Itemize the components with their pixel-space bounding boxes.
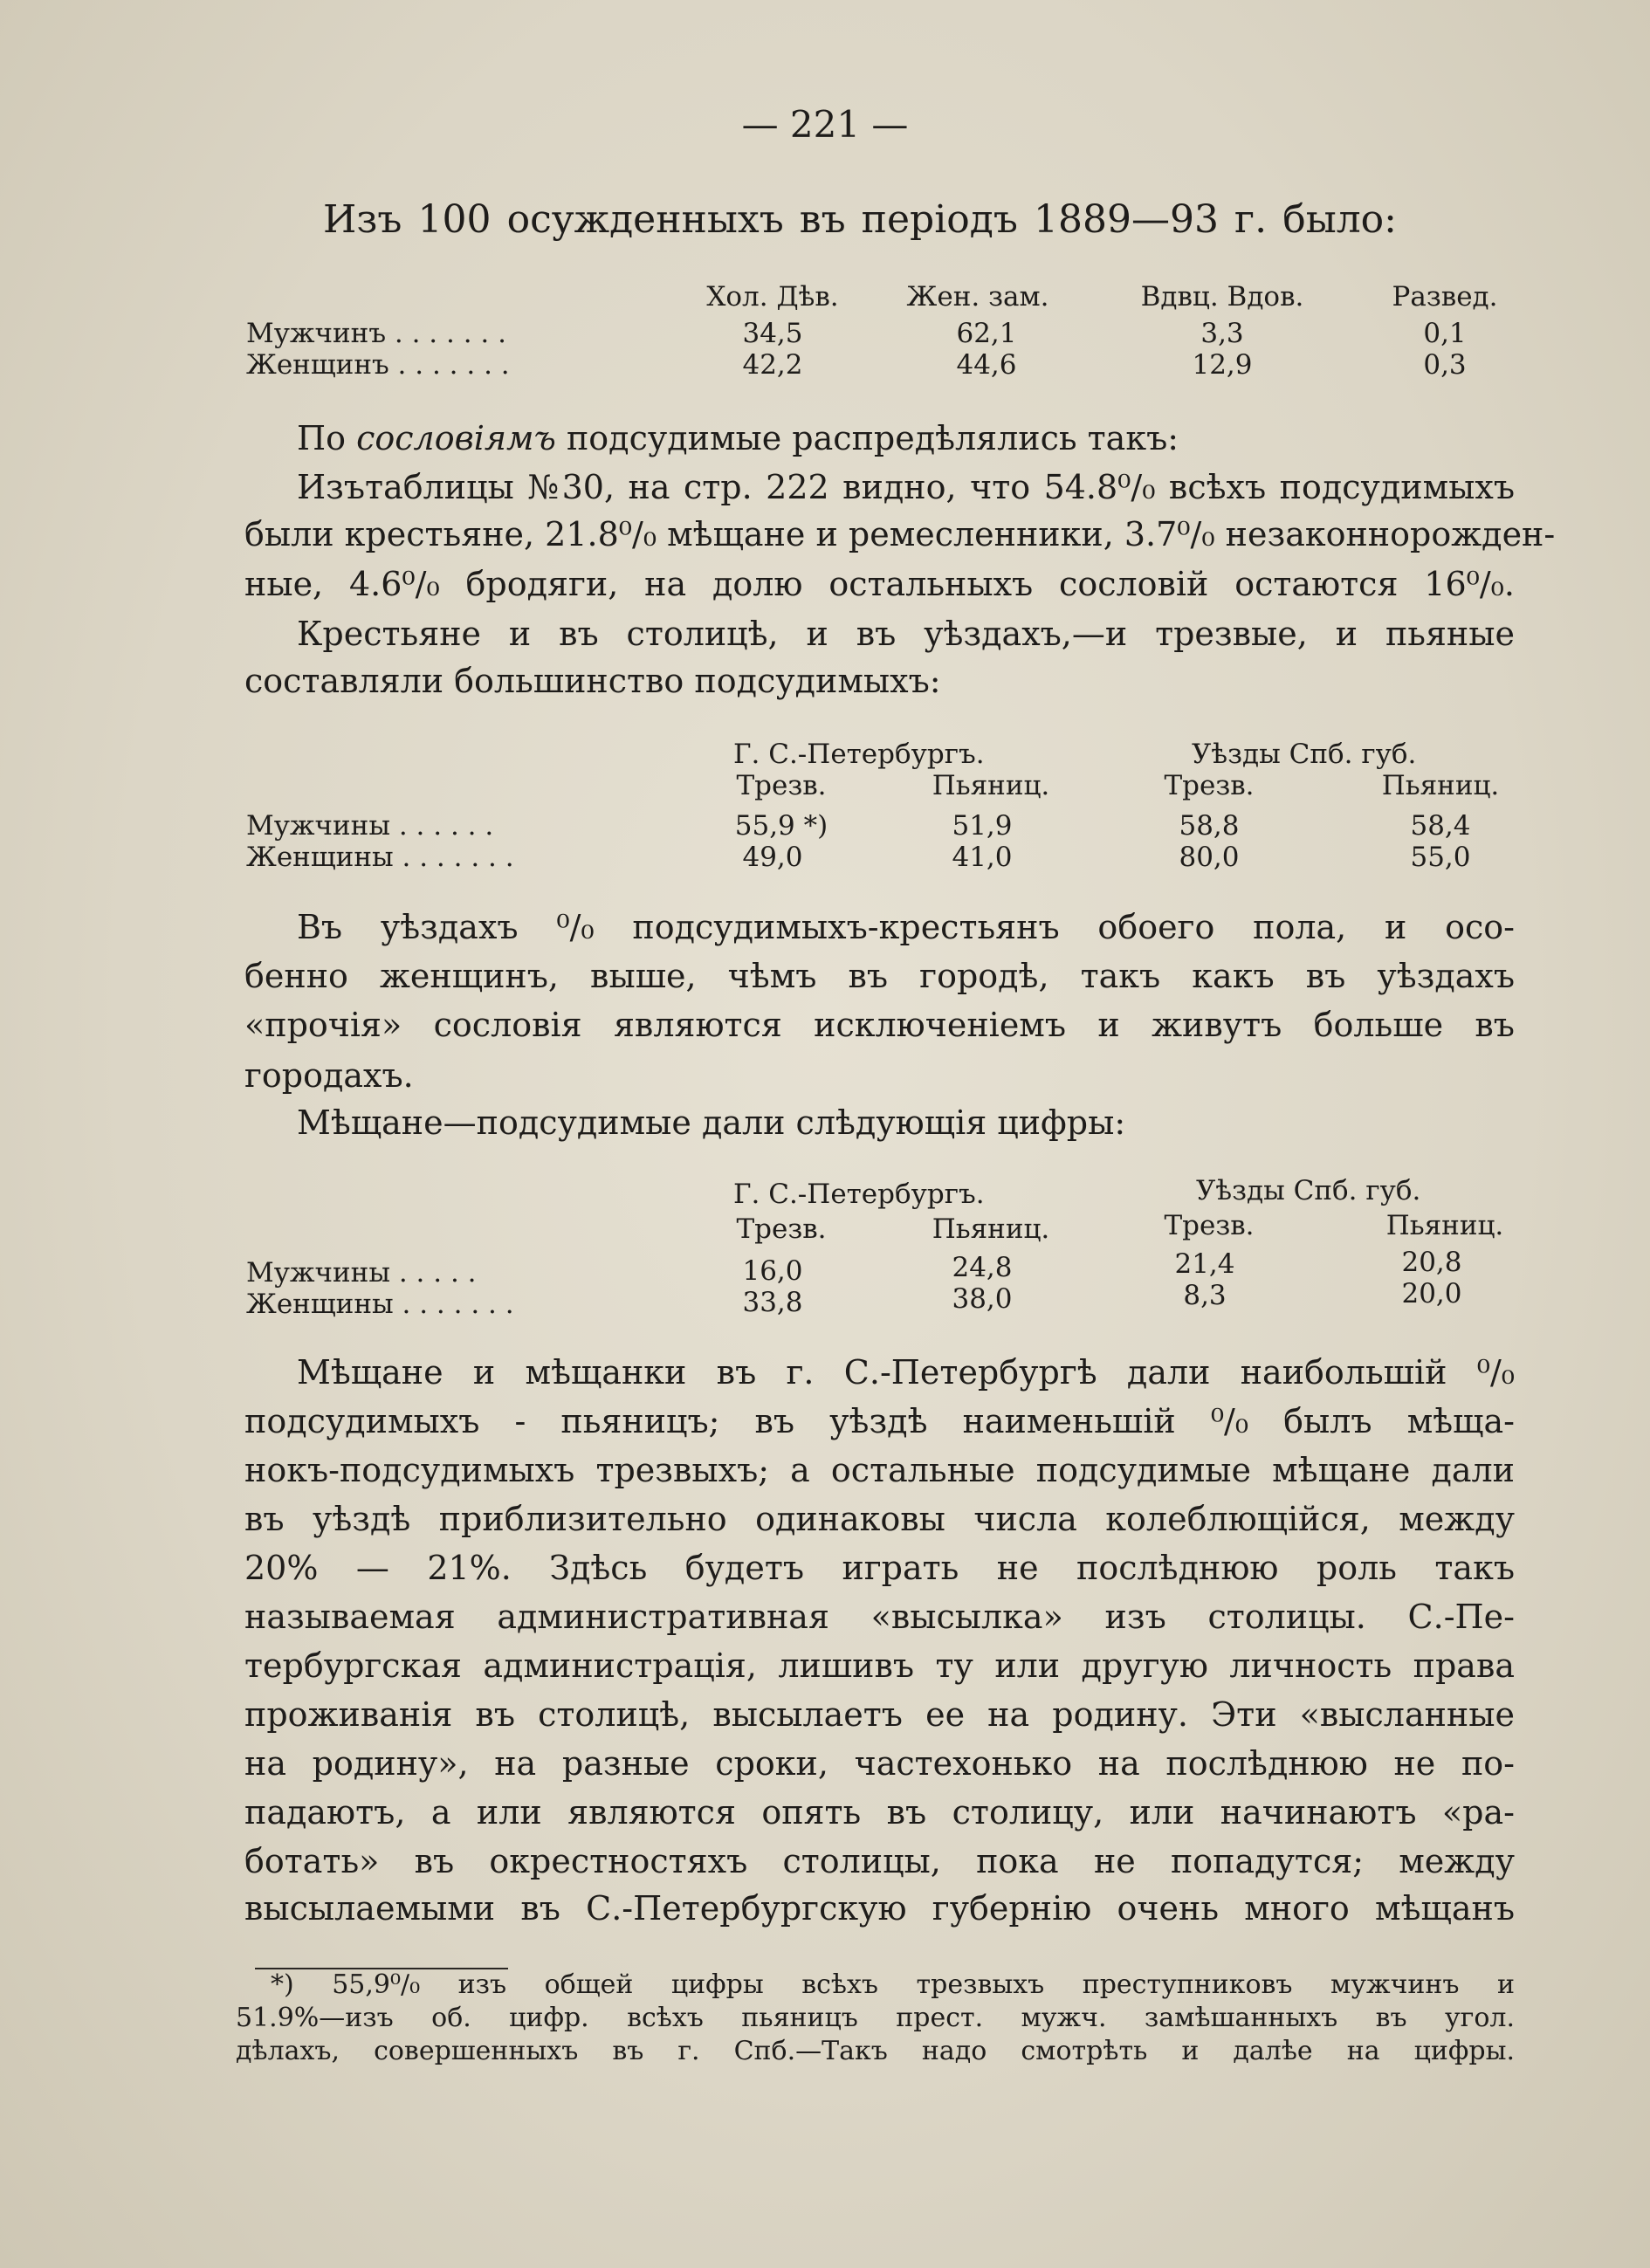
table2-row-label-women: Женщины . . . . . . . bbox=[246, 842, 514, 873]
table2-cell: 49,0 bbox=[742, 842, 803, 873]
table3-cell: 20,8 bbox=[1401, 1247, 1462, 1278]
table3-row-label-women: Женщины . . . . . . . bbox=[246, 1289, 514, 1320]
paragraph-line bbox=[297, 417, 1515, 459]
table3-header: Пьяниц. bbox=[1385, 1210, 1504, 1241]
table3-cell: 8,3 bbox=[1183, 1280, 1227, 1311]
table3-header: Трезв. bbox=[736, 1213, 827, 1245]
paragraph-line: городахъ. bbox=[244, 1056, 414, 1095]
table3-group-header-city: Г. С.-Петербургъ. bbox=[733, 1179, 985, 1210]
paragraph-line: проживанія въ столицѣ, высылаетъ ее на родину. Эти «высланные bbox=[244, 1695, 1515, 1734]
paragraph-line: Мѣщане и мѣщанки въ г. С.-Петербургѣ дали наибольшій ⁰/₀ bbox=[297, 1353, 1515, 1392]
table2-header: Трезв. bbox=[1164, 770, 1255, 801]
table3-group-header-districts: Уѣзды Спб. губ. bbox=[1196, 1175, 1421, 1206]
table1-cell: 3,3 bbox=[1200, 318, 1244, 349]
paragraph-line: Крестьяне и въ столицѣ, и въ уѣздахъ,—и трезвые, и пьяные bbox=[297, 615, 1515, 653]
table2-cell: 58,4 bbox=[1410, 810, 1471, 842]
text-span: подсудимые распредѣлялись такъ: bbox=[555, 419, 1179, 457]
table3-cell: 16,0 bbox=[742, 1255, 803, 1287]
table1-cell: 44,6 bbox=[956, 349, 1017, 381]
table1-cell: 42,2 bbox=[742, 349, 803, 381]
paragraph-line: 20% — 21%. Здѣсь будетъ играть не послѣднюю роль такъ bbox=[244, 1549, 1515, 1587]
table1-header-divorced: Развед. bbox=[1392, 281, 1498, 313]
paragraph-line: составляли большинство подсудимыхъ: bbox=[244, 662, 941, 700]
table1-cell: 34,5 bbox=[742, 318, 803, 349]
table1-header-married: Жен. зам. bbox=[906, 281, 1049, 313]
table1-cell: 0,3 bbox=[1423, 349, 1467, 381]
table1-header-single-maiden: Хол. Дѣв. bbox=[706, 281, 839, 313]
page-number: — 221 — bbox=[741, 103, 909, 146]
text-span: По bbox=[297, 419, 357, 457]
table2-header: Пьяниц. bbox=[932, 770, 1050, 801]
table1-row-label-men: Мужчинъ . . . . . . . bbox=[246, 318, 506, 349]
table1-header-widowed: Вдвц. Вдов. bbox=[1140, 281, 1304, 313]
paragraph-line: въ уѣздѣ приблизительно одинаковы числа колеблющійся, между bbox=[244, 1500, 1515, 1538]
footnote-line: дѣлахъ, совершенныхъ въ г. Спб.—Такъ надо смотрѣть и далѣе на цифры. bbox=[236, 2036, 1515, 2066]
paragraph-line: были крестьяне, 21.8⁰/₀ мѣщане и ремесленники, 3.7⁰/₀ незаконнорожден- bbox=[244, 515, 1556, 553]
footnote-line: 51.9%—изъ об. цифр. всѣхъ пьяницъ прест. мужч. замѣшанныхъ въ угол. bbox=[236, 2003, 1515, 2033]
table3-row-label-men: Мужчины . . . . . bbox=[246, 1257, 477, 1289]
paragraph-line: Въ уѣздахъ ⁰/₀ подсудимыхъ-крестьянъ обоего пола, и осо- bbox=[297, 908, 1515, 946]
paragraph-line: тербургская администрація, лишивъ ту или другую личность права bbox=[244, 1646, 1515, 1685]
table2-cell: 41,0 bbox=[952, 842, 1013, 873]
table2-header: Пьяниц. bbox=[1381, 770, 1500, 801]
paragraph-line: падаютъ, а или являются опять въ столицу, или начинаютъ «ра- bbox=[244, 1793, 1515, 1832]
table2-cell: 51,9 bbox=[952, 810, 1013, 842]
table1-row-label-women: Женщинъ . . . . . . . bbox=[246, 349, 510, 381]
paragraph-line: ботать» въ окрестностяхъ столицы, пока не попадутся; между bbox=[244, 1842, 1515, 1880]
paragraph-line: «прочія» сословія являются исключеніемъ и живутъ больше въ bbox=[244, 1006, 1515, 1044]
table3-cell: 24,8 bbox=[952, 1252, 1013, 1283]
paragraph-line: Мѣщане—подсудимые дали слѣдующія цифры: bbox=[297, 1103, 1126, 1142]
italic-term: сословіямъ bbox=[356, 419, 556, 457]
table1-cell: 0,1 bbox=[1423, 318, 1467, 349]
table2-header: Трезв. bbox=[736, 770, 827, 801]
table3-header: Трезв. bbox=[1164, 1210, 1255, 1241]
table1-cell: 12,9 bbox=[1192, 349, 1253, 381]
table3-cell: 21,4 bbox=[1174, 1248, 1235, 1280]
table3-cell: 33,8 bbox=[742, 1287, 803, 1318]
table2-cell: 55,0 bbox=[1410, 842, 1471, 873]
paragraph-line: называемая административная «высылка» изъ столицы. С.-Пе- bbox=[244, 1598, 1515, 1636]
paragraph-line: бенно женщинъ, выше, чѣмъ въ городѣ, такъ какъ въ уѣздахъ bbox=[244, 957, 1515, 995]
paragraph-line: высылаемыми въ С.-Петербургскую губернію очень много мѣщанъ bbox=[244, 1889, 1515, 1928]
table1-title: Изъ 100 осужденныхъ въ періодъ 1889—93 г. было: bbox=[323, 197, 1397, 242]
paragraph-line: на родину», на разные сроки, частехонько на послѣднюю не по- bbox=[244, 1744, 1515, 1783]
table2-row-label-men: Мужчины . . . . . . bbox=[246, 810, 494, 842]
paragraph-line: ные, 4.6⁰/₀ бродяги, на долю остальныхъ сословій остаются 16⁰/₀. bbox=[244, 565, 1515, 603]
table2-cell: 55,9 *) bbox=[734, 810, 828, 842]
table3-cell: 38,0 bbox=[952, 1283, 1013, 1315]
table2-group-header-city: Г. С.-Петербургъ. bbox=[733, 739, 985, 770]
table2-cell: 58,8 bbox=[1179, 810, 1240, 842]
paragraph-line: Изътаблицы №30, на стр. 222 видно, что 54.8⁰/₀ всѣхъ подсудимыхъ bbox=[297, 468, 1515, 506]
table2-group-header-districts: Уѣзды Спб. губ. bbox=[1192, 739, 1417, 770]
paragraph-line: нокъ-подсудимыхъ трезвыхъ; а остальные подсудимые мѣщане дали bbox=[244, 1451, 1515, 1489]
table1-cell: 62,1 bbox=[956, 318, 1017, 349]
footnote-line: *) 55,9⁰/₀ изъ общей цифры всѣхъ трезвыхъ преступниковъ мужчинъ и bbox=[271, 1969, 1515, 2000]
paragraph-line: подсудимыхъ - пьяницъ; въ уѣздѣ наименьшій ⁰/₀ былъ мѣща- bbox=[244, 1402, 1515, 1440]
table2-cell: 80,0 bbox=[1179, 842, 1240, 873]
table3-cell: 20,0 bbox=[1401, 1278, 1462, 1309]
table3-header: Пьяниц. bbox=[932, 1213, 1050, 1245]
